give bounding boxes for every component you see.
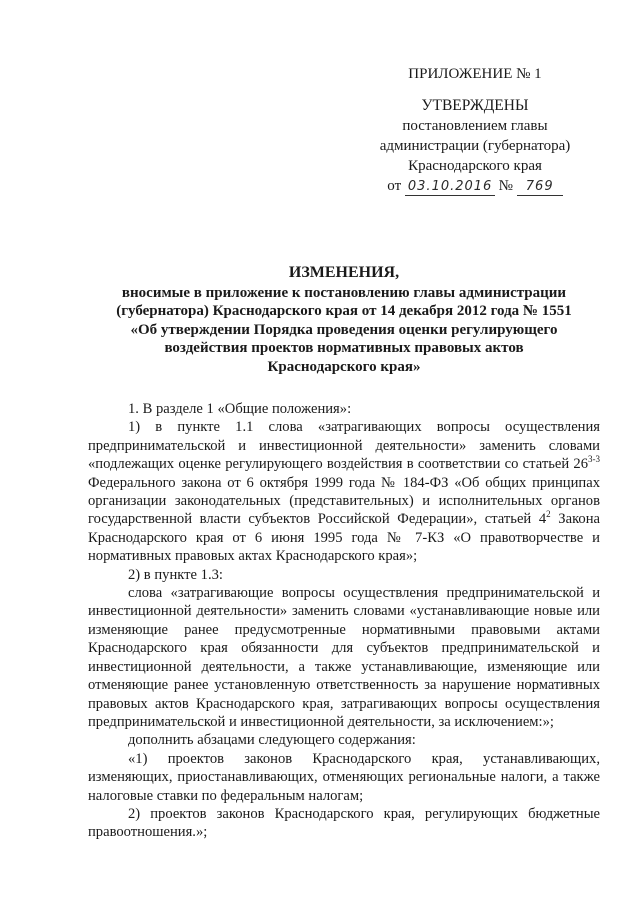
title-main: ИЗМЕНЕНИЯ, [288, 264, 400, 281]
title-line-2: (губернатора) Краснодарского края от 14 декабря 2012 года № 1551 [116, 303, 572, 319]
approval-line-3: Краснодарского края [408, 158, 542, 174]
document-body [88, 400, 600, 842]
paragraph-item-2: 2) в пункте 1.3: [128, 566, 223, 583]
paragraph-item-1 [88, 418, 600, 565]
approval-line-2: администрации (губернатора) [379, 138, 571, 154]
paragraph-item-1-part-b: Федерального закона от 6 октября 1999 года № 184-ФЗ «Об общих принципах организации законодательных (представительных) и исполнительных органов государственной власти субъектов Российской Федерации», статьей 4 [88, 474, 600, 528]
paragraph-replace-words: слова «затрагивающие вопросы осуществления предпринимательской и инвестиционной деятельности» заменить словами «устанавливающие новые или изменяющие ранее предусмотренные нормативными правовыми актами Краснодарского края обязанности для субъектов предпринимательской и инвестиционной деятельности, а также устанавливающие, изменяющие или отменяющие ранее установленную ответственность за нарушение нормативных правовых актов Краснодарского края, затрагивающих вопросы осуществления предпринимательской и инвестиционной деятельности, за исключением:»; [88, 585, 600, 730]
paragraph-add-clauses: дополнить абзацами следующего содержания: [128, 732, 416, 749]
from-label: от [387, 178, 402, 194]
approved-heading: УТВЕРЖДЕНЫ [421, 97, 529, 114]
superscript-article: 3-3 [588, 454, 600, 465]
superscript-article-2: 2 [546, 509, 551, 520]
handwritten-number: 769 [517, 179, 563, 196]
paragraph-clause-1: «1) проектов законов Краснодарского края, устанавливающих, изменяющих, приостанавливающих, отменяющих региональные налоги, а также налоговые ставки по федеральным налогам; [88, 750, 600, 804]
paragraph-item-1-part-a: 1) в пункте 1.1 слова «затрагивающих вопросы осуществления предпринимательской и инвестиционной деятельности» заменить словами «подлежащих оценке регулирующего воздействия в соответствии со статьей 26 [88, 419, 600, 473]
paragraph-clause-2: 2) проектов законов Краснодарского края, регулирующих бюджетные правоотношения.»; [88, 805, 600, 841]
handwritten-date: 03.10.2016 [405, 179, 495, 196]
approval-date-line [345, 176, 605, 196]
document-title [88, 264, 600, 376]
title-line-1: вносимые в приложение к постановлению главы администрации [121, 284, 567, 301]
paragraph-item-1-part-c: Закона Краснодарского края от 6 июня 1995 года № 7-КЗ «О правотворчестве и нормативных правовых актах Краснодарского края»; [88, 511, 600, 565]
title-line-3: «Об утверждении Порядка проведения оценки регулирующего [130, 321, 558, 338]
approval-line-1: постановлением главы [402, 118, 548, 134]
paragraph-section-1: 1. В разделе 1 «Общие положения»: [128, 401, 352, 417]
title-line-5: Краснодарского края» [267, 358, 421, 375]
appendix-number: ПРИЛОЖЕНИЕ № 1 [408, 66, 542, 82]
number-label: № [498, 178, 513, 194]
approval-block [345, 64, 605, 196]
title-line-4: воздействия проектов нормативных правовых актов [164, 340, 524, 356]
